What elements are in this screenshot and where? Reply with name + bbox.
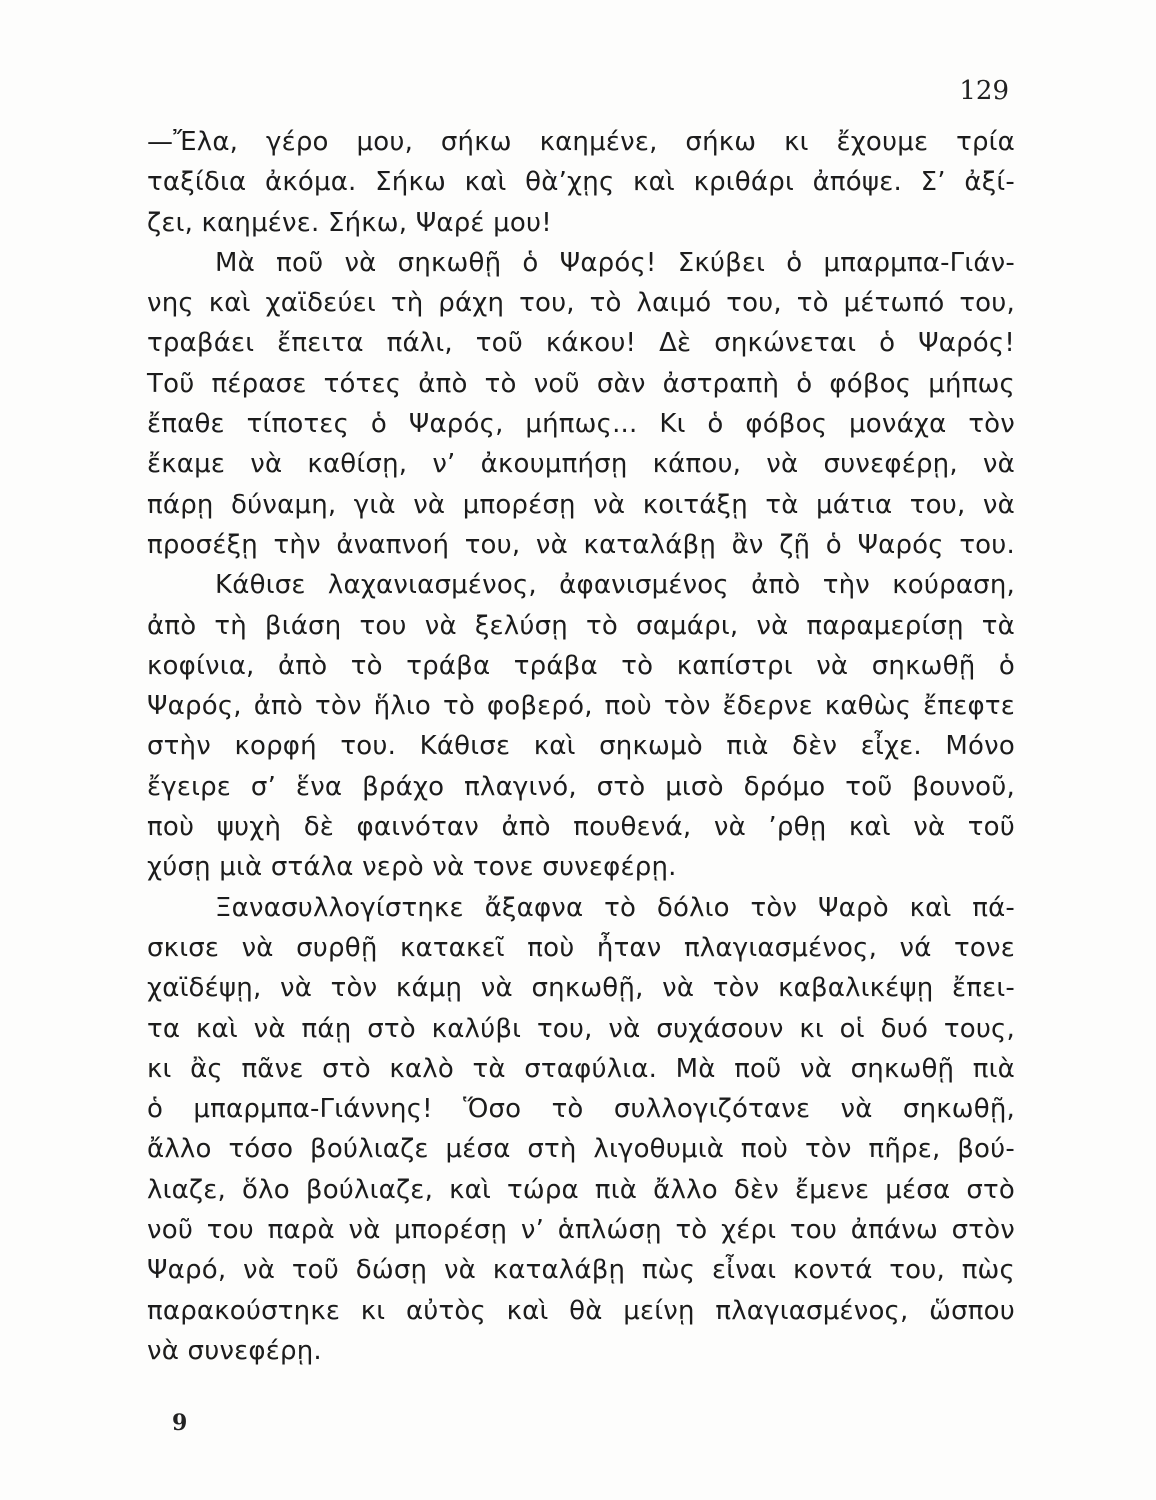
text-line: ταξίδια ἀκόμα. Σήκω καὶ θὰ’χῃς καὶ κριθάρι ἀπόψε. Σ’ ἀξί- xyxy=(147,167,1015,198)
text-line: τα καὶ νὰ πάῃ στὸ καλύβι του, νὰ συχάσουν κι οἱ δυό τους, xyxy=(147,1013,1015,1044)
text-line: νης καὶ χαϊδεύει τὴ ράχη του, τὸ λαιμό του, τὸ μέτωπό του, xyxy=(147,288,1015,319)
text-line: ἔκαμε νὰ καθίσῃ, ν’ ἀκουμπήσῃ κάπου, νὰ συνεφέρῃ, νὰ xyxy=(147,449,1015,480)
text-line: παρακούστηκε κι αὐτὸς καὶ θὰ μείνῃ πλαγιασμένος, ὥσπου xyxy=(147,1295,1015,1326)
text-line: ποὺ ψυχὴ δὲ φαινόταν ἀπὸ πουθενά, νὰ ’ρθῃ καὶ νὰ τοῦ xyxy=(147,812,1015,843)
text-line: νὰ συνεφέρῃ. xyxy=(147,1335,322,1366)
text-line: χαϊδέψῃ, νὰ τὸν κάμῃ νὰ σηκωθῇ, νὰ τὸν καβαλικέψῃ ἔπει- xyxy=(147,973,1015,1004)
text-line: ἀπὸ τὴ βιάση του νὰ ξελύσῃ τὸ σαμάρι, νὰ παραμερίσῃ τὰ xyxy=(147,610,1015,641)
text-line: —Ἔλα, γέρο μου, σήκω καημένε, σήκω κι ἔχουμε τρία xyxy=(147,127,1015,157)
signature-mark: 9 xyxy=(172,1410,188,1436)
text-line: ὁ μπαρμπα-Γιάννης! Ὅσο τὸ συλλογιζότανε νὰ σηκωθῇ, xyxy=(147,1094,1015,1125)
text-line: Ξανασυλλογίστηκε ἄξαφνα τὸ δόλιο τὸν Ψαρὸ καὶ πά- xyxy=(215,892,1015,923)
text-line: ἔπαθε τίποτες ὁ Ψαρός, μήπως... Κι ὁ φόβος μονάχα τὸν xyxy=(147,409,1015,440)
page-number: 129 xyxy=(959,76,1009,106)
text-line: ζει, καημένε. Σήκω, Ψαρέ μου! xyxy=(147,207,552,238)
text-line: Ψαρό, νὰ τοῦ δώσῃ νὰ καταλάβῃ πὼς εἶναι κοντά του, πὼς xyxy=(147,1255,1015,1286)
text-line: Τοῦ πέρασε τότες ἀπὸ τὸ νοῦ σὰν ἀστραπὴ ὁ φόβος μήπως xyxy=(147,368,1015,399)
text-line: Μὰ ποῦ νὰ σηκωθῇ ὁ Ψαρός! Σκύβει ὁ μπαρμπα-Γιάν- xyxy=(215,247,1015,278)
body-text xyxy=(147,122,1015,1371)
text-line: ἔγειρε σ’ ἕνα βράχο πλαγινό, στὸ μισὸ δρόμο τοῦ βουνοῦ, xyxy=(147,771,1015,802)
text-line: σκισε νὰ συρθῇ κατακεῖ ποὺ ἦταν πλαγιασμένος, νά τονε xyxy=(147,932,1015,963)
text-line: Κάθισε λαχανιασμένος, ἀφανισμένος ἀπὸ τὴν κούραση, xyxy=(215,570,1015,601)
text-line: πάρῃ δύναμη, γιὰ νὰ μπορέσῃ νὰ κοιτάξῃ τὰ μάτια του, νὰ xyxy=(147,489,1015,520)
text-line: κοφίνια, ἀπὸ τὸ τράβα τράβα τὸ καπίστρι νὰ σηκωθῇ ὁ xyxy=(147,650,1015,681)
text-line: προσέξῃ τὴν ἀναπνοή του, νὰ καταλάβῃ ἂν ζῇ ὁ Ψαρός του. xyxy=(147,529,1015,560)
text-line: κι ἂς πᾶνε στὸ καλὸ τὰ σταφύλια. Μὰ ποῦ νὰ σηκωθῇ πιὰ xyxy=(147,1053,1015,1084)
text-line: στὴν κορφή του. Κάθισε καὶ σηκωμὸ πιὰ δὲν εἶχε. Μόνο xyxy=(147,731,1015,762)
text-line: νοῦ του παρὰ νὰ μπορέσῃ ν’ ἁπλώσῃ τὸ χέρι του ἀπάνω στὸν xyxy=(147,1215,1015,1246)
text-line: ἄλλο τόσο βούλιαζε μέσα στὴ λιγοθυμιὰ ποὺ τὸν πῆρε, βού- xyxy=(147,1134,1015,1165)
text-line: Ψαρός, ἀπὸ τὸν ἥλιο τὸ φοβερό, ποὺ τὸν ἔδερνε καθὼς ἔπεφτε xyxy=(147,691,1015,722)
text-line: χύσῃ μιὰ στάλα νερὸ νὰ τονε συνεφέρῃ. xyxy=(147,852,677,883)
text-line: τραβάει ἔπειτα πάλι, τοῦ κάκου! Δὲ σηκώνεται ὁ Ψαρός! xyxy=(147,328,1015,359)
text-line: λιαζε, ὅλο βούλιαζε, καὶ τώρα πιὰ ἄλλο δὲν ἔμενε μέσα στὸ xyxy=(147,1174,1015,1205)
